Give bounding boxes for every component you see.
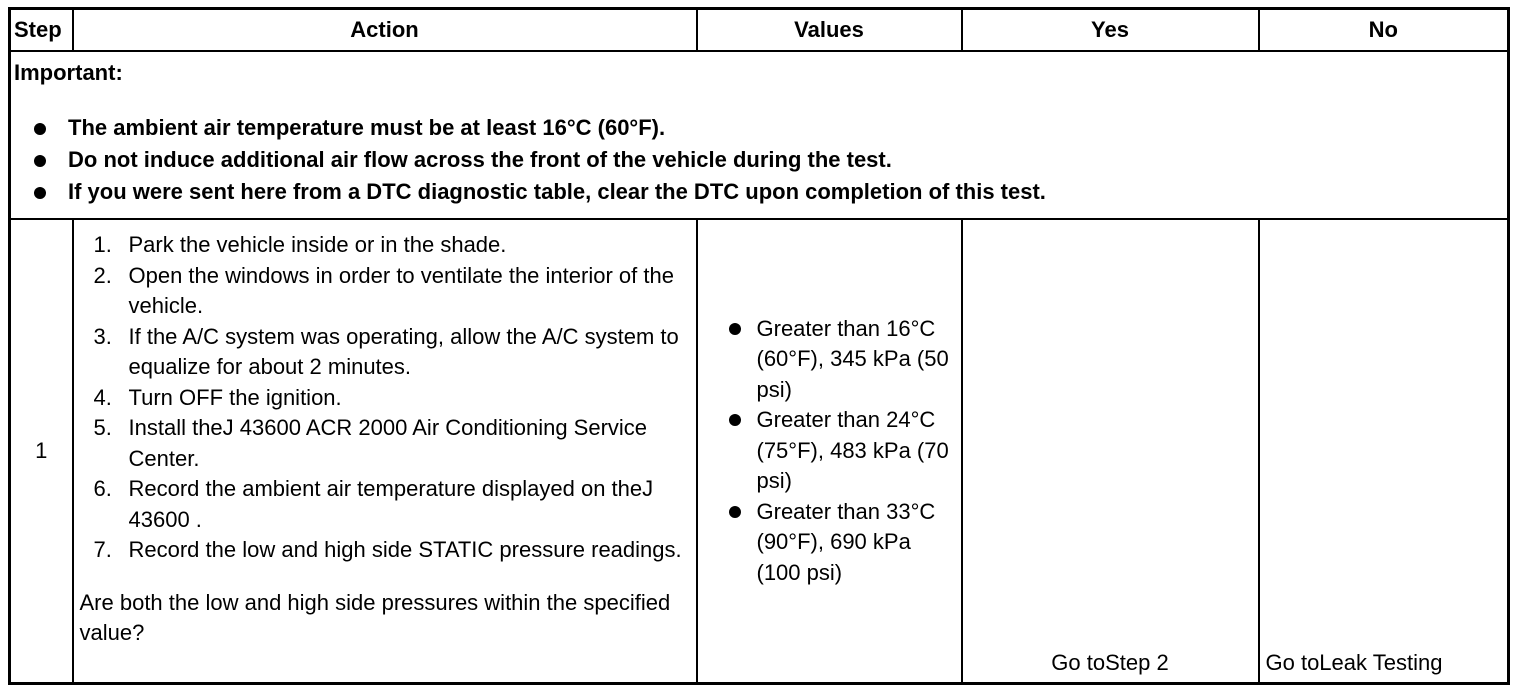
action-question: Are both the low and high side pressures within the specified value? bbox=[79, 589, 671, 645]
important-list bbox=[14, 112, 1507, 208]
value-item-text: Greater than 16°C (60°F), 345 kPa (50 psi) bbox=[756, 315, 949, 402]
action-item-number: 3. bbox=[93, 323, 112, 349]
important-title: Important: bbox=[14, 60, 123, 85]
value-item bbox=[704, 405, 955, 497]
values-cell bbox=[697, 219, 962, 684]
no-cell bbox=[1259, 219, 1509, 684]
action-item bbox=[80, 230, 690, 261]
step-row bbox=[10, 219, 1509, 684]
important-bullet-text: The ambient air temperature must be at least 16°C (60°F). bbox=[68, 115, 666, 140]
important-bullet bbox=[14, 144, 1507, 176]
bullet-icon bbox=[34, 123, 46, 135]
important-note bbox=[10, 51, 1509, 219]
action-item-text: Turn OFF the ignition. bbox=[128, 384, 342, 410]
action-item bbox=[80, 261, 690, 322]
action-item-text: If the A/C system was operating, allow the A/C system to equalize for about 2 minutes. bbox=[128, 323, 679, 379]
action-cell bbox=[73, 219, 697, 684]
yes-cell bbox=[962, 219, 1259, 684]
important-bullet bbox=[14, 176, 1507, 208]
action-item-number: 5. bbox=[93, 415, 112, 440]
bullet-icon bbox=[34, 155, 46, 167]
important-bullet bbox=[14, 112, 1507, 144]
no-link[interactable]: Go toLeak Testing bbox=[1265, 650, 1443, 675]
header-values: Values bbox=[697, 9, 962, 52]
action-item-text: Park the vehicle inside or in the shade. bbox=[128, 232, 507, 257]
yes-link[interactable]: Go toStep 2 bbox=[1051, 650, 1169, 675]
diagnostic-table bbox=[8, 7, 1510, 685]
header-action: Action bbox=[73, 9, 697, 52]
step-number: 1 bbox=[10, 219, 73, 684]
action-item-text: Open the windows in order to ventilate the interior of the vehicle. bbox=[128, 262, 674, 318]
bullet-icon bbox=[729, 323, 741, 335]
action-item-number: 2. bbox=[93, 262, 112, 288]
action-item-number: 7. bbox=[93, 537, 112, 562]
values-list bbox=[704, 314, 955, 589]
bullet-icon bbox=[34, 187, 46, 199]
action-item-number: 1. bbox=[93, 232, 112, 257]
important-bullet-text: If you were sent here from a DTC diagnostic table, clear the DTC upon completion of this test. bbox=[68, 179, 1046, 204]
action-item bbox=[80, 383, 690, 414]
header-yes: Yes bbox=[962, 9, 1259, 52]
value-item-text: Greater than 33°C (90°F), 690 kPa (100 psi) bbox=[756, 498, 936, 585]
action-item bbox=[80, 474, 690, 535]
action-item-text: Record the ambient air temperature displayed on theJ 43600 . bbox=[128, 476, 654, 532]
action-item-text: Install theJ 43600 ACR 2000 Air Conditioning Service Center. bbox=[128, 415, 648, 471]
action-item bbox=[80, 413, 690, 474]
action-item-number: 6. bbox=[93, 476, 112, 501]
value-item bbox=[704, 314, 955, 406]
action-item-text: Record the low and high side STATIC pressure readings. bbox=[128, 537, 682, 562]
header-step: Step bbox=[10, 9, 73, 52]
value-item bbox=[704, 497, 955, 589]
value-item-text: Greater than 24°C (75°F), 483 kPa (70 psi) bbox=[756, 407, 949, 494]
action-list bbox=[80, 230, 690, 566]
bullet-icon bbox=[729, 506, 741, 518]
action-item bbox=[80, 535, 690, 566]
header-row bbox=[10, 9, 1509, 52]
bullet-icon bbox=[729, 414, 741, 426]
header-no: No bbox=[1259, 9, 1509, 52]
action-item-number: 4. bbox=[93, 384, 112, 410]
important-bullet-text: Do not induce additional air flow across the front of the vehicle during the test. bbox=[68, 147, 892, 172]
important-row bbox=[10, 51, 1509, 219]
action-item bbox=[80, 322, 690, 383]
